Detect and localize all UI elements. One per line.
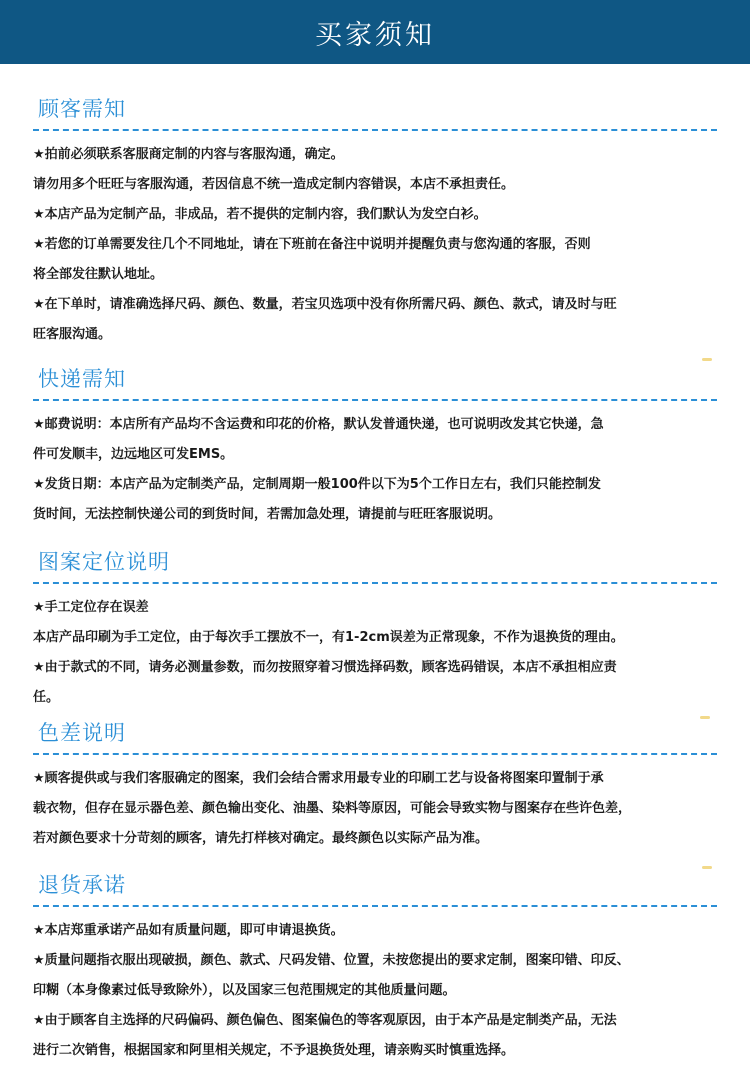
text-line: 若对颜色要求十分苛刻的顾客，请先打样核对确定。最终颜色以实际产品为准。 [33,831,489,846]
section-body [33,764,733,854]
text-line: 任。 [33,690,60,705]
section-body [33,410,733,530]
section-title: 色差说明 [38,721,126,745]
text-line: ★发货日期：本店产品为定制类产品，定制周期一般100件以下为5个工作日左右，我们只能控制发 [33,477,601,492]
section-title: 退货承诺 [38,873,126,897]
text-line: ★本店郑重承诺产品如有质量问题，即可申请退换货。 [33,923,344,938]
decorative-speck [700,716,710,719]
section-title: 顾客需知 [38,97,126,121]
decorative-speck [702,358,712,361]
section-body [33,140,733,350]
section-body [33,593,733,713]
dashed-divider [33,129,717,131]
dashed-divider [33,905,717,907]
text-line: ★拍前必须联系客服商定制的内容与客服沟通，确定。 [33,147,344,162]
page-title: 买家须知 [315,19,435,51]
text-line: 将全部发往默认地址。 [33,267,164,282]
text-line: ★邮费说明：本店所有产品均不含运费和印花的价格，默认发普通快递，也可说明改发其它快递，急 [33,417,604,432]
text-line: ★由于顾客自主选择的尺码偏码、颜色偏色、图案偏色的等客观原因，由于本产品是定制类产品，无法 [33,1013,617,1028]
text-line: ★质量问题指衣服出现破损，颜色、款式、尺码发错、位置，未按您提出的要求定制，图案印错、印反、 [33,953,630,968]
text-line: 件可发顺丰，边远地区可发EMS。 [33,447,234,462]
section-title: 图案定位说明 [38,550,170,574]
section-title: 快递需知 [38,367,126,391]
decorative-speck [702,866,712,869]
text-line: ★在下单时，请准确选择尺码、颜色、数量，若宝贝选项中没有你所需尺码、颜色、款式，请及时与旺 [33,297,617,312]
dashed-divider [33,582,717,584]
text-line: ★本店产品为定制产品，非成品，若不提供的定制内容，我们默认为发空白衫。 [33,207,487,222]
text-line: ★手工定位存在误差 [33,600,149,615]
text-line: ★顾客提供或与我们客服确定的图案，我们会结合需求用最专业的印刷工艺与设备将图案印置制于承 [33,771,604,786]
text-line: 印糊（本身像素过低导致除外），以及国家三包范围规定的其他质量问题。 [33,983,456,998]
text-line: 进行二次销售，根据国家和阿里相关规定，不予退换货处理，请亲购买时慎重选择。 [33,1043,515,1058]
text-line: 货时间，无法控制快递公司的到货时间，若需加急处理，请提前与旺旺客服说明。 [33,507,502,522]
text-line: ★若您的订单需要发往几个不同地址，请在下班前在备注中说明并提醒负责与您沟通的客服，否则 [33,237,591,252]
text-line: ★由于款式的不同，请务必测量参数，而勿按照穿着习惯选择码数，顾客选码错误，本店不承担相应责 [33,660,617,675]
text-line: 载衣物，但存在显示器色差、颜色输出变化、油墨、染料等原因，可能会导致实物与图案存在些许色差， [33,801,632,816]
text-line: 请勿用多个旺旺与客服沟通，若因信息不统一造成定制内容错误，本店不承担责任。 [33,177,515,192]
dashed-divider [33,753,717,755]
dashed-divider [33,399,717,401]
text-line: 旺客服沟通。 [33,327,112,342]
text-line: 本店产品印刷为手工定位，由于每次手工摆放不一，有1-2cm误差为正常现象，不作为退换货的理由。 [33,630,624,645]
header-banner [0,0,750,64]
section-body [33,916,733,1066]
